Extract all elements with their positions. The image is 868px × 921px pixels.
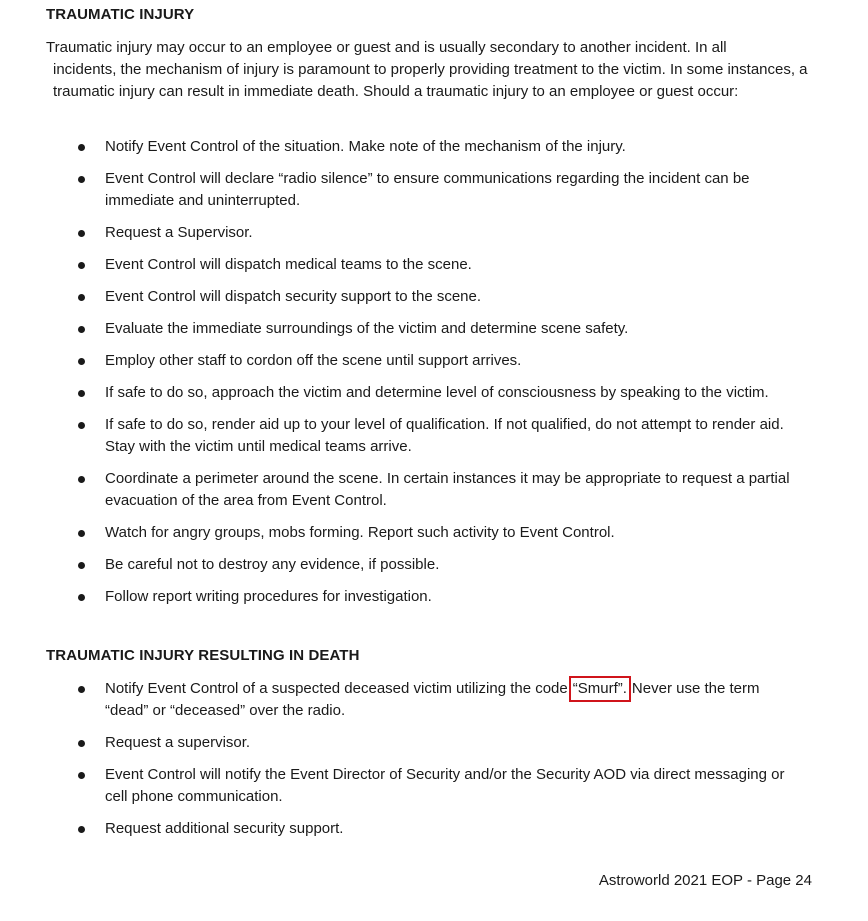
bullet-icon xyxy=(78,176,85,183)
bullet-icon xyxy=(78,422,85,429)
list-item xyxy=(0,168,805,212)
bullet-icon xyxy=(78,772,85,779)
list-item xyxy=(0,414,805,458)
bullet-icon xyxy=(78,230,85,237)
bullet-icon xyxy=(78,530,85,537)
list-item xyxy=(0,468,805,512)
bullet-icon xyxy=(78,740,85,747)
list-item xyxy=(0,522,805,544)
list-item xyxy=(0,732,805,754)
intro-rest: incidents, the mechanism of injury is paramount to properly providing treatment to the victim. In some instances, a traumatic injury can result in immediate death. Should a traumatic injury to an employee or guest occur: xyxy=(53,61,808,100)
bullet-icon xyxy=(78,826,85,833)
list-item xyxy=(0,286,805,308)
list-item xyxy=(0,254,805,276)
page-footer: Astroworld 2021 EOP - Page 24 xyxy=(598,872,812,889)
bullet-text: Event Control will dispatch medical teams to the scene. xyxy=(105,256,472,273)
section-heading-injury-resulting-in-death: TRAUMATIC INJURY RESULTING IN DEATH xyxy=(46,647,360,664)
bullet-icon xyxy=(78,326,85,333)
list-item xyxy=(0,382,805,404)
bullet-text: Notify Event Control of the situation. Make note of the mechanism of the injury. xyxy=(105,138,626,155)
bullet-text: Event Control will notify the Event Director of Security and/or the Security AOD via direct messaging or cell phone communication. xyxy=(105,766,785,805)
death-procedure-steps xyxy=(0,678,868,850)
list-item xyxy=(0,818,805,840)
traumatic-injury-steps xyxy=(0,136,868,618)
list-item xyxy=(0,586,805,608)
bullet-text: Event Control will dispatch security support to the scene. xyxy=(105,288,482,305)
bullet-icon xyxy=(78,262,85,269)
list-item xyxy=(0,764,805,808)
bullet-text: Request additional security support. xyxy=(105,820,344,837)
bullet-text: Watch for angry groups, mobs forming. Report such activity to Event Control. xyxy=(105,524,615,541)
list-item xyxy=(0,350,805,372)
section-heading-traumatic-injury: TRAUMATIC INJURY xyxy=(46,6,195,23)
highlighted-code-word: “Smurf”. xyxy=(569,676,631,702)
intro-first-line: Traumatic injury may occur to an employee or guest and is usually secondary to another incident. In all xyxy=(46,39,727,56)
bullet-text: Employ other staff to cordon off the scene until support arrives. xyxy=(105,352,522,369)
list-item xyxy=(0,554,805,576)
bullet-icon xyxy=(78,686,85,693)
bullet-text: Request a supervisor. xyxy=(105,734,251,751)
bullet-icon xyxy=(78,476,85,483)
bullet-text: Coordinate a perimeter around the scene. In certain instances it may be appropriate to request a partial evacuation of the area from Event Control. xyxy=(105,470,790,509)
list-item xyxy=(0,136,805,158)
bullet-text: If safe to do so, render aid up to your level of qualification. If not qualified, do not attempt to render aid. Stay with the victim until medical teams arrive. xyxy=(105,416,784,455)
bullet-icon xyxy=(78,358,85,365)
bullet-text: Request a Supervisor. xyxy=(105,224,253,241)
bullet-icon xyxy=(78,144,85,151)
list-item xyxy=(0,318,805,340)
list-item xyxy=(0,678,805,722)
bullet-text: Event Control will declare “radio silence” to ensure communications regarding the incident can be immediate and uninterrupted. xyxy=(105,170,750,209)
bullet-icon xyxy=(78,390,85,397)
bullet-icon xyxy=(78,562,85,569)
intro-paragraph xyxy=(46,37,821,103)
list-item xyxy=(0,222,805,244)
bullet-text-before: Notify Event Control of a suspected deceased victim utilizing the code xyxy=(105,680,568,697)
bullet-icon xyxy=(78,294,85,301)
bullet-text: If safe to do so, approach the victim and determine level of consciousness by speaking to the victim. xyxy=(105,384,769,401)
bullet-icon xyxy=(78,594,85,601)
bullet-text-after: Never use the term “dead” or “deceased” over the radio. xyxy=(105,680,760,719)
bullet-text: Be careful not to destroy any evidence, if possible. xyxy=(105,556,440,573)
bullet-text: Follow report writing procedures for investigation. xyxy=(105,588,432,605)
bullet-text: Evaluate the immediate surroundings of the victim and determine scene safety. xyxy=(105,320,629,337)
